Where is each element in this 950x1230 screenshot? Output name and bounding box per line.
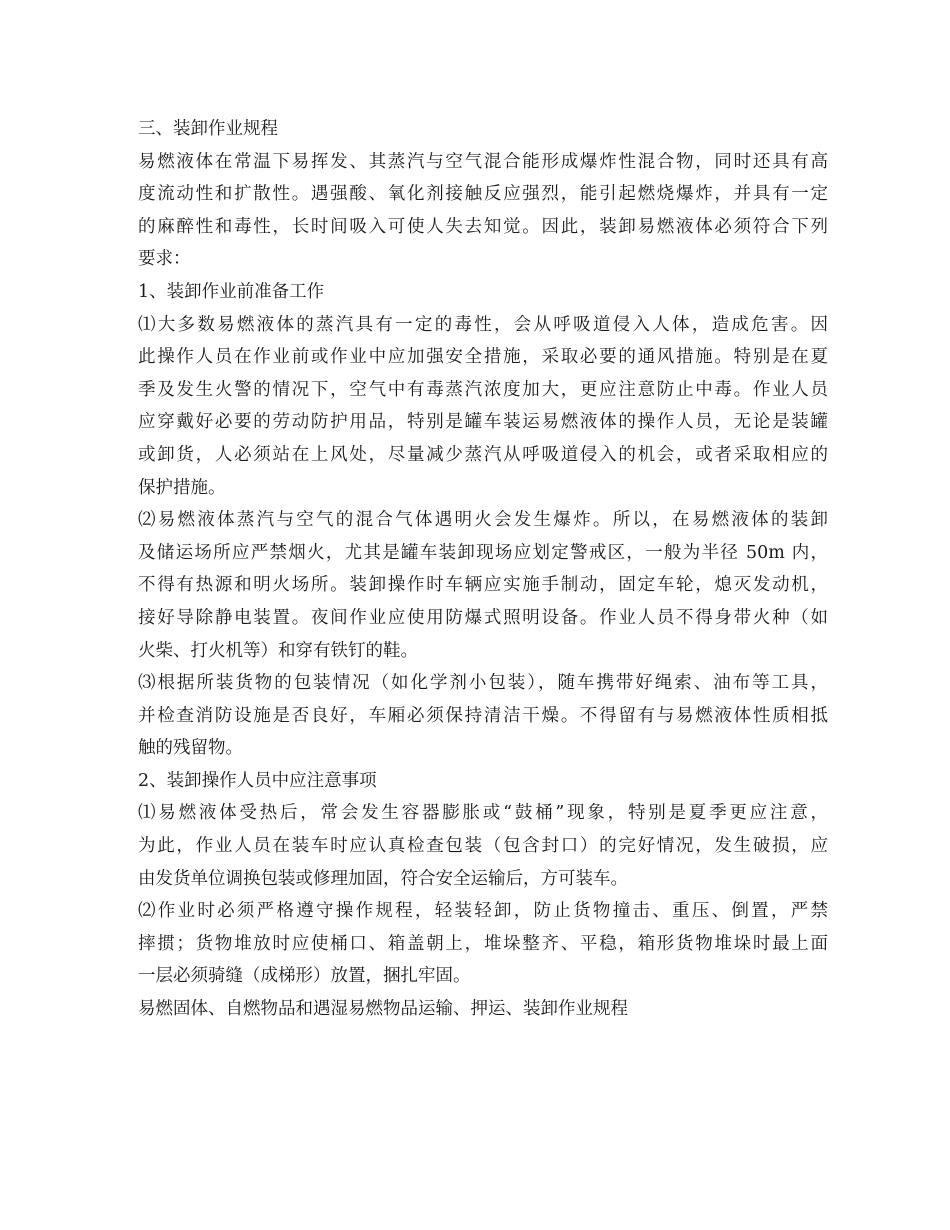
text-line: ⑵易燃液体蒸汽与空气的混合气体遇明火会发生爆炸。所以，在易燃液体的装卸 [138, 510, 828, 531]
text-line: 易燃液体在常温下易挥发、其蒸汽与空气混合能形成爆炸性混合物，同时还具有高 [138, 151, 828, 172]
text-line: 触的残留物。 [138, 738, 243, 759]
text-line: 应穿戴好必要的劳动防护用品，特别是罐车装运易燃液体的操作人员，无论是装罐 [138, 412, 828, 433]
section-heading: 三、装卸作业规程 [138, 119, 278, 139]
text-line: 此操作人员在作业前或作业中应加强安全措施，采取必要的通风措施。特别是在夏 [138, 347, 828, 368]
subsection-heading: 1、装卸作业前准备工作 [138, 281, 325, 302]
section-heading: 易燃固体、自燃物品和遇湿易燃物品运输、押运、装卸作业规程 [138, 999, 628, 1020]
text-line: ⑴大多数易燃液体的蒸汽具有一定的毒性，会从呼吸道侵入人体，造成危害。因 [138, 314, 828, 335]
text-line: 保护措施。 [138, 477, 226, 498]
text-line: 度流动性和扩散性。遇强酸、氧化剂接触反应强烈，能引起燃烧爆炸，并具有一定 [138, 184, 828, 205]
text-line: 一层必须骑缝（成梯形）放置，捆扎牢固。 [138, 966, 471, 987]
text-line: 不得有热源和明火场所。装卸操作时车辆应实施手制动，固定车轮，熄灭发动机， [138, 575, 828, 596]
text-line: 季及发生火警的情况下，空气中有毒蒸汽浓度加大，更应注意防止中毒。作业人员 [138, 379, 828, 400]
text-line: ⑶根据所装货物的包装情况（如化学剂小包装），随车携带好绳索、油布等工具， [138, 673, 828, 694]
text-line: 摔掼；货物堆放时应使桶口、箱盖朝上，堆垛整齐、平稳，箱形货物堆垛时最上面 [138, 933, 828, 954]
text-line: ⑵作业时必须严格遵守操作规程，轻装轻卸，防止货物撞击、重压、倒置，严禁 [138, 901, 828, 922]
text-line: 火柴、打火机等）和穿有铁钉的鞋。 [138, 640, 418, 661]
text-line: 要求： [138, 249, 191, 270]
text-line: 为此，作业人员在装车时应认真检查包装（包含封口）的完好情况，发生破损，应 [138, 836, 828, 857]
subsection-heading: 2、装卸操作人员中应注意事项 [138, 770, 377, 791]
text-line: ⑴易燃液体受热后，常会发生容器膨胀或“鼓桶”现象，特别是夏季更应注意， [138, 803, 828, 824]
text-line: 接好导除静电装置。夜间作业应使用防爆式照明设备。作业人员不得身带火种（如 [138, 607, 828, 628]
document-body [138, 113, 828, 1026]
text-line: 并检查消防设施是否良好，车厢必须保持清洁干燥。不得留有与易燃液体性质相抵 [138, 705, 828, 726]
text-line: 的麻醉性和毒性，长时间吸入可使人失去知觉。因此，装卸易燃液体必须符合下列 [138, 216, 828, 237]
text-line: 由发货单位调换包装或修理加固，符合安全运输后，方可装车。 [138, 868, 628, 889]
text-line: 及储运场所应严禁烟火，尤其是罐车装卸现场应划定警戒区，一般为半径 50m 内， [138, 542, 828, 563]
text-line: 或卸货，人必须站在上风处，尽量减少蒸汽从呼吸道侵入的机会，或者采取相应的 [138, 444, 828, 465]
